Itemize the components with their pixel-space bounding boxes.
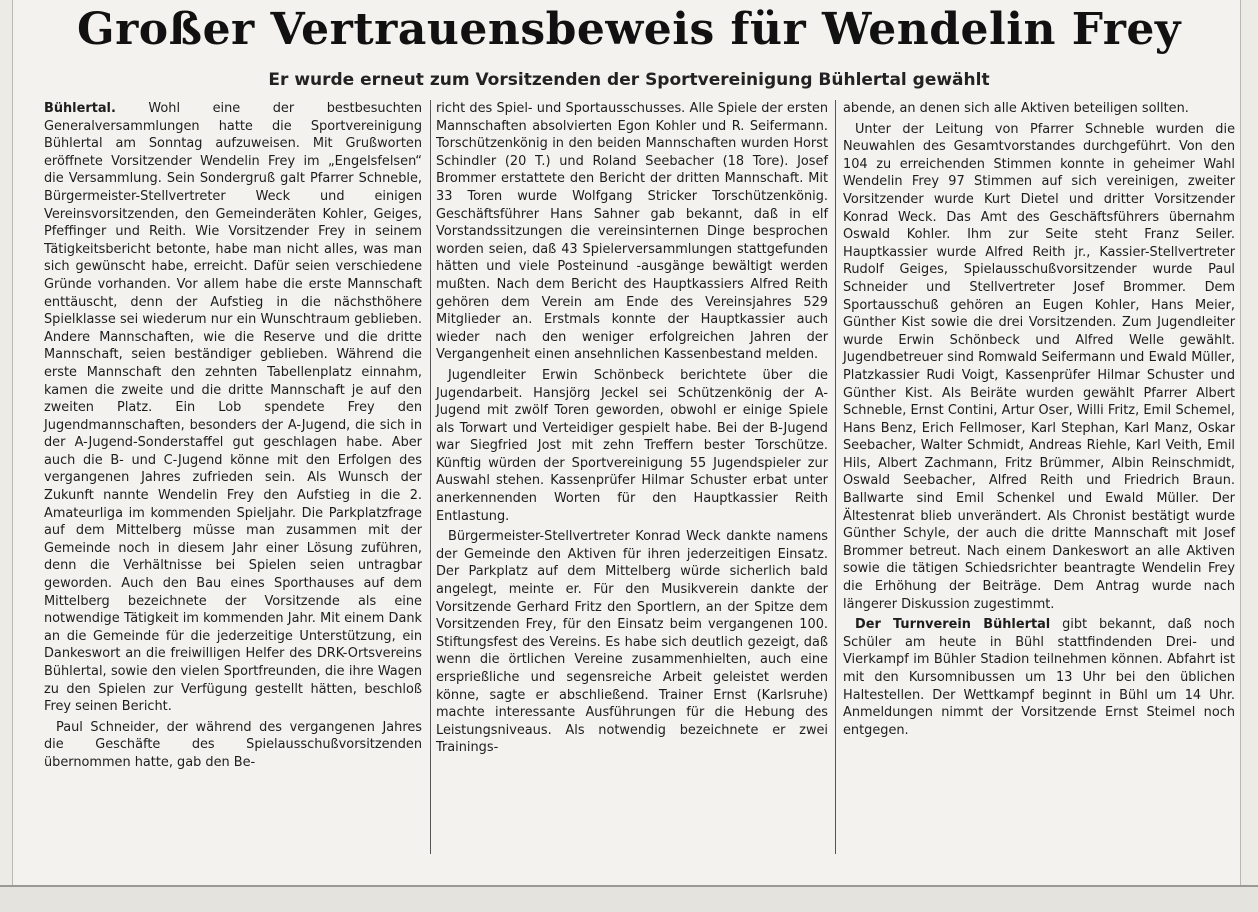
paragraph-text: Wohl eine der bestbesuchten Generalversammlungen hatte die Sportvereinigung Bühlertal am Sonntag aufzuweisen. Mit Grußworten eröffnete Vorsitzender Wendelin Frey im „Engelsfelsen“ die Versammlung. Sein Sondergruß galt Pfarrer Schneble, Bürgermeister-Stellvertreter Weck und einigen Vereinsvorsitzenden, den Gemeinderäten Kohler, Geiges, Pfeffinger und Reith. Wie Vorsitzender Frey in seinem Tätigkeitsbericht betonte, habe man nicht alles, was man sich gewünscht habe, erreicht. Dafür seien verschiedene Gründe vorhanden. Vor allem habe die erste Mannschaft enttäuscht, denn der Aufstieg in die nächsthöhere Spielklasse sei wiederum nur ein Wunschtraum geblieben. Andere Mannschaften, wie die Reserve und die dritte Mannschaft, seien beständiger geblieben. Während die erste Mannschaft den zehnten Tabellenplatz einnahm, kamen die zweite und die dritte Mannschaft je auf den zweiten Platz. Ein Lob spendete Frey den Jugendmannschaften, besonders der A-Jugend, die sich in der A-Jugend-Sonderstaffel gut geschlagen habe. Aber auch die B- und C-Jugend könne mit den Erfolgen des vergangenen Jahres zufrieden sein. Als Wunsch der Zukunft nannte Wendelin Frey den Aufstieg in die 2. Amateurliga im kommenden Spieljahr. Die Parkplatzfrage auf dem Mittelberg müsse man zusammen mit der Gemeinde noch in diesem Jahr einer Lösung zuführen, denn die Verhältnisse bei Spielen seien untragbar geworden. Auch den Bau eines Sporthauses auf dem Mittelberg bezeichnete der Vorsitzende als eine notwendige Tätigkeit im kommenden Jahr. Mit einem Dank an die Gemeinde für die jederzeitige Unterstützung, ein Dankeswort an die freiwilligen Helfer des DRK-Ortsvereins Bühlertal, sowie den vielen Sportfreunden, die ihre Wagen zu den Spielen zur Verfügung gestellt hätten, beschloß Frey seinen Bericht. [44, 101, 422, 715]
headline: Großer Vertrauensbeweis für Wendelin Frey [77, 4, 1181, 55]
adjacent-column-right [1240, 0, 1258, 885]
page-bottom-edge [0, 885, 1258, 912]
paragraph: richt des Spiel- und Sportausschusses. Alle Spiele der ersten Mannschaften absolvierten Egon Kohler und R. Seifermann. Torschützenkönig in den beiden Mannschaften wurden Horst Schindler (20 T.) und Roland Seebacher (18 Tore). Josef Brommer erstattete den Bericht der dritten Mannschaft. Mit 33 Toren wurde Wolfgang Stricker Torschützenkönig. Geschäftsführer Hans Sahner gab bekannt, daß in elf Vorstandssitzungen die vereinsinternen Dinge besprochen worden seien, daß 43 Spielerversammlungen stattgefunden hätten und viele Posteinund -ausgänge bewältigt werden mußten. Nach dem Bericht des Hauptkassiers Alfred Reith gehören dem Verein am Ende des Vereinsjahres 529 Mitglieder an. Erstmals konnte der Hauptkassier auch wieder nach den weniger erfolgreichen Jahren der Vergangenheit einen ansehnlichen Kassenbestand melden. [436, 101, 828, 363]
column-rule [835, 100, 836, 854]
article-column-3 [843, 100, 1235, 739]
column-rule [430, 100, 431, 854]
article-column-1 [44, 100, 422, 772]
paragraph: Bürgermeister-Stellvertreter Konrad Weck dankte namens der Gemeinde den Aktiven für ihren jederzeitigen Einsatz. Der Parkplatz auf dem Mittelberg würde sicherlich bald angelegt, meinte er. Für den Musikverein dankte der Vorsitzende Gerhard Fritz den Sportlern, an der Spitze dem Vorsitzenden Frey, für den Einsatz beim vergangenen 100. Stiftungsfest des Vereins. Es habe sich deutlich gezeigt, daß wenn die örtlichen Vereine zusammenhielten, auch eine ersprießliche und segensreiche Arbeit geleistet werden könne, sagte er abschließend. Trainer Ernst (Karlsruhe) machte interessante Ausführungen für die Hebung des Leistungsniveaus. Als notwendig bezeichnete er zwei Trainings- [436, 529, 828, 756]
paragraph [843, 616, 1235, 739]
paragraph: Paul Schneider, der während des vergangenen Jahres die Geschäfte des Spielausschußvorsitzenden übernommen hatte, gab den Be- [44, 719, 422, 770]
paragraph: abende, an denen sich alle Aktiven beteiligen sollten. [843, 101, 1189, 116]
paragraph [44, 100, 422, 716]
dateline: Bühlertal. [44, 101, 116, 116]
adjacent-column-left [0, 0, 13, 885]
paragraph: Jugendleiter Erwin Schönbeck berichtete über die Jugendarbeit. Hansjörg Jeckel sei Schützenkönig der A-Jugend mit zwölf Toren geworden, obwohl er einige Spiele als Torwart und Verteidiger gespielt habe. Bei der B-Jugend war Siegfried Jost mit zehn Treffern bester Torschütze. Künftig würden der Sportvereinigung 55 Jugendspieler zur Auswahl stehen. Kassenprüfer Hilmar Schuster erbat unter anerkennenden Worten für den Hauptkassier Reith Entlastung. [436, 367, 828, 524]
article-column-2 [436, 100, 828, 757]
notice-lead: Der Turnverein Bühlertal [855, 617, 1051, 633]
paragraph: Unter der Leitung von Pfarrer Schneble wurden die Neuwahlen des Gesamtvorstandes durchgeführt. Von den 104 zu erreichenden Stimmen konnte in geheimer Wahl Wendelin Frey 97 Stimmen auf sich vereinigen, zweiter Vorsitzender wurde Kurt Dietel und dritter Vorsitzender Konrad Weck. Das Amt des Geschäftsführers übernahm Oswald Kohler. Ihm zur Seite steht Franz Seiler. Hauptkassier wurde Alfred Reith jr., Kassier-Stellvertreter Rudolf Geiges, Spielausschußvorsitzender wurde Paul Schneider und Stellvertreter Josef Brommer. Dem Sportausschuß gehören an Eugen Kohler, Hans Meier, Günther Kist sowie die drei Vorsitzenden. Zum Jugendleiter wurde Erwin Schönbeck und Alfred Welle gewählt. Jugendbetreuer sind Romwald Seifermann und Ewald Müller, Platzkassier Rudi Voigt, Kassenprüfer Hilmar Schuster und Günther Kist. Als Beiräte wurden gewählt Pfarrer Albert Schneble, Ernst Contini, Artur Oser, Willi Fritz, Emil Schemel, Hans Benz, Erich Fellmoser, Karl Stephan, Karl Manz, Oskar Seebacher, Walter Schmidt, Andreas Riehle, Karl Veith, Emil Hils, Albert Zachmann, Fritz Brümmer, Albin Reinschmidt, Oswald Seebacher, Alfred Reith und Friedrich Braun. Ballwarte sind Emil Schenkel und Ewald Müller. Der Ältestenrat blieb unverändert. Als Chronist bestätigt wurde Günther Schyle, der auch die dritte Mannschaft mit Josef Brommer betreut. Nach einem Dankeswort an alle Aktiven sowie die tätigen Schiedsrichter beantragte Wendelin Frey die Erhöhung der Beiträge. Dem Antrag wurde nach längerer Diskussion zugestimmt. [843, 121, 1235, 612]
paragraph-text: gibt bekannt, daß noch Schüler am heute in Bühl stattfindenden Drei- und Vierkampf im Bühler Stadion teilnehmen können. Abfahrt ist mit den Kursomnibussen um 13 Uhr bei den üblichen Haltestellen. Der Wettkampf beginnt in Bühl um 14 Uhr. Anmeldungen nimmt der Vorsitzende Ernst Steimel noch entgegen. [843, 617, 1235, 738]
subheadline: Er wurde erneut zum Vorsitzenden der Sportvereinigung Bühlertal gewählt [268, 70, 990, 90]
